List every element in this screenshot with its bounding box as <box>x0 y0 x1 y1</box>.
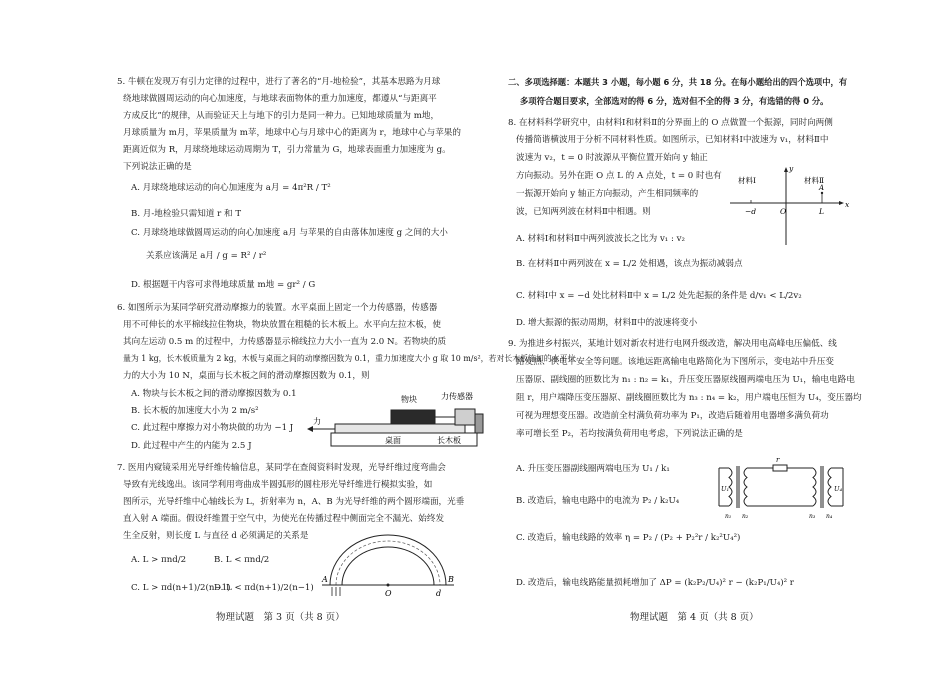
transmission-circuit-figure <box>715 458 847 522</box>
pull-arrowhead <box>307 426 313 432</box>
q6-option-a: A. 物块与长木板之间的滑动摩擦因数为 0.1 <box>131 389 297 399</box>
q5-option-c-line-1: C. 月球绕地球做圆周运动的向心加速度 a月 与苹果的自由落体加速度 g 之间的大小 <box>131 228 448 238</box>
q8-option-c: C. 材料Ⅰ中 x = −d 处比材料Ⅱ中 x = L/2 处先起振的条件是 d/v₁ < L/2v₂ <box>516 291 802 301</box>
table-label: 桌面 <box>385 436 401 445</box>
line-resistor <box>773 465 787 471</box>
n4-label: n₄ <box>826 513 833 520</box>
q5-line-6: 下列说法正确的是 <box>123 162 192 172</box>
center-point <box>387 584 390 587</box>
material-2-label: 材料Ⅱ <box>804 176 825 185</box>
force-sensor <box>455 409 475 425</box>
diameter-label: d <box>436 589 442 598</box>
q7-line-5: 生全反射，则长度 L 与直径 d 必须满足的关系是 <box>123 531 309 541</box>
board-label: 长木板 <box>437 436 461 445</box>
right-page-footer: 物理试题 第 4 页（共 8 页） <box>630 612 759 623</box>
friction-apparatus-figure <box>313 386 485 458</box>
n1-label: n₁ <box>725 513 732 520</box>
q5-line-4: 月球质量为 m月，苹果质量为 m苹，地球中心与月球中心的距离为 r，地球中心与苹果的 <box>123 128 461 138</box>
step-down-secondary-coil <box>828 468 831 506</box>
x-arrowhead <box>839 201 844 205</box>
y-label: y <box>789 164 794 173</box>
q9-line-1: 9. 为推进乡村振兴，某地计划对新农村进行电网升级改造，解决用电高峰电压偏低、线 <box>508 339 837 349</box>
q7-option-a: A. L > πnd/2 <box>131 555 187 565</box>
q9-line-3: 压器原、副线圈的匝数比为 n₁ : n₂ = k₁，升压变压器原线圈两端电压为 U₁，输电电路电 <box>516 375 855 385</box>
r-label: r <box>776 456 780 464</box>
q7-option-c: C. L > πd(n+1)/2(n−1) <box>131 583 231 593</box>
q9-option-c: C. 改造后，输电线路的效率 η = P₂ / (P₂ + P₂²r / k₂²U₄²) <box>516 533 741 543</box>
q8-line-6: 波，已知两列波在材料Ⅱ中相遇。则 <box>516 207 651 217</box>
section-heading-line-1: 二、多项选择题：本题共 3 小题，每小题 6 分，共 18 分。在每小题给出的四个选项中，有 <box>508 77 848 87</box>
q9-line-4: 阻 r，用户端降压变压器原、副线圈匝数比为 n₃ : n₄ = k₂，用户端电压恒为 U₄，变压器均 <box>516 393 862 403</box>
right-page <box>475 0 950 677</box>
center-label: O <box>385 589 392 598</box>
origin-label: O <box>780 207 787 216</box>
q5-line-3: 方成反比”的规律，从而验证天上与地下的引力是同一种力。已知地球质量为 m地， <box>123 111 440 121</box>
q7-option-b: B. L < πnd/2 <box>214 555 270 565</box>
q7-line-1: 7. 医用内窥镜采用光导纤维传输信息，某同学在查阅资料时发现，光导纤维过度弯曲会 <box>117 463 446 473</box>
q5-option-a: A. 月球绕地球运动的向心加速度为 a月 = 4π²R / T² <box>131 183 331 193</box>
q5-line-2: 绕地球做圆周运动的向心加速度，与地球表面物体的重力加速度，都遵从“与距离平 <box>123 94 437 104</box>
n3-label: n₃ <box>809 513 816 520</box>
a-label: A <box>819 184 825 192</box>
q8-option-d: D. 增大振源的振动周期，材料Ⅱ中的波速将变小 <box>516 318 698 328</box>
step-down-primary-coil <box>813 468 816 506</box>
step-up-primary-coil <box>729 468 732 506</box>
point-a <box>821 192 823 194</box>
q7-line-2: 导致有光线逸出。该同学利用弯曲成半圆弧形的圆柱形光导纤维进行模拟实验，如 <box>123 480 433 490</box>
q7-line-4: 直入射 A 端面。假设纤维置于空气中，为使光在传播过程中侧面完全不漏光、始终发 <box>123 514 445 524</box>
q8-option-b: B. 在材料Ⅱ中两列波在 x = L/2 处相遇，该点为振动减弱点 <box>516 259 743 269</box>
q9-option-b: B. 改造后，输电电路中的电流为 P₂ / k₂U₄ <box>516 496 680 506</box>
q6-option-d: D. 此过程中产生的内能为 2.5 J <box>131 441 252 451</box>
optical-fiber-figure <box>322 530 454 600</box>
l-label: L <box>819 207 824 216</box>
q6-option-c: C. 此过程中摩擦力对小物块做的功为 −1 J <box>131 423 294 433</box>
wave-axes-figure <box>730 163 850 247</box>
q5-option-b: B. 月-地检验只需知道 r 和 T <box>131 209 242 219</box>
q6-line-3: 其向左运动 0.5 m 的过程中，力传感器显示棉线拉力大小一直为 2.0 N。若物块的质 <box>123 337 447 347</box>
step-up-secondary-coil <box>744 468 747 506</box>
end-b-label: B <box>448 575 454 584</box>
u1-label: U₁ <box>721 485 730 493</box>
q8-line-5: 一振源开始向 y 轴正方向振动，产生相同频率的 <box>516 189 699 199</box>
q7-line-3: 图所示，光导纤维中心轴线长为 L，折射率为 n，A、B 为光导纤维的两个圆形端面，光垂 <box>123 497 465 507</box>
sensor-label: 力传感器 <box>441 392 473 401</box>
q9-option-a: A. 升压变压器副线圈两端电压为 U₁ / k₁ <box>516 464 670 474</box>
q5-line-1: 5. 牛顿在发现万有引力定律的过程中，进行了著名的“月-地检验”，其基本思路为月球 <box>117 77 441 87</box>
neg-d-label: −d <box>745 207 757 216</box>
q8-option-a: A. 材料Ⅰ和材料Ⅱ中两列波波长之比为 v₁ : v₂ <box>516 234 685 244</box>
q8-line-1: 8. 在材料科学研究中，由材料Ⅰ和材料Ⅱ的分界面上的 O 点做置一个振源，同时向两侧 <box>508 118 833 128</box>
section-heading-line-2: 多项符合题目要求，全部选对的得 6 分，选对但不全的得 3 分，有选错的得 0 分。 <box>520 96 829 106</box>
q7-option-d: D. L < πd(n+1)/2(n−1) <box>214 583 314 593</box>
block-label: 物块 <box>401 395 417 404</box>
u4-label: U₄ <box>834 485 843 493</box>
q6-line-2: 用不可伸长的水平棉线拉住物块，物块放置在粗糙的长木板上。水平向左拉木板，使 <box>123 320 441 330</box>
material-1-label: 材料Ⅰ <box>738 176 756 185</box>
q9-line-2: 路发热、供电不安全等问题。该地远距离输电电路简化为下图所示，变电站中升压变 <box>516 357 834 367</box>
n2-label: n₂ <box>742 513 749 520</box>
q8-line-3: 波速为 v₂，t = 0 时波源从平衡位置开始向 y 轴正 <box>516 153 708 163</box>
q9-line-5: 可视为理想变压器。改造前全村满负荷功率为 P₁，改造后随着用电器增多满负荷功 <box>516 411 829 421</box>
force-label: 力 <box>313 417 321 426</box>
q5-option-d: D. 根据题干内容可求得地球质量 m地 = gr² / G <box>131 280 316 290</box>
end-a-label: A <box>322 575 328 584</box>
q5-line-5: 距离近似为 R，月球绕地球运动周期为 T，引力常量为 G，地球表面重力加速度为 g。 <box>123 145 451 155</box>
q6-line-1: 6. 如图所示为某同学研究滑动摩擦力的装置。水平桌面上固定一个力传感器，传感器 <box>117 303 438 313</box>
q6-option-b: B. 长木板的加速度大小为 2 m/s² <box>131 406 259 416</box>
q8-line-4: 方向振动。另外在距 O 点 L 的 A 点处，t = 0 时也有 <box>516 171 722 181</box>
fiber-inner-arc <box>342 547 434 585</box>
y-arrowhead <box>784 167 788 172</box>
block <box>391 410 435 424</box>
fiber-outer-arc <box>330 535 446 585</box>
x-label: x <box>845 200 850 209</box>
q8-line-2: 传播简谐横波用于分析不同材料性质。如图所示，已知材料Ⅰ中波速为 v₁，材料Ⅱ中 <box>516 135 829 145</box>
q5-option-c-line-2: 关系应该满足 a月 / g = R² / r² <box>146 251 267 261</box>
q9-option-d: D. 改造后，输电线路能量损耗增加了 ΔP = (k₂P₂/U₄)² r − (k₂P₁/U₄)² r <box>516 578 794 588</box>
left-page-footer: 物理试题 第 3 页（共 8 页） <box>216 612 345 623</box>
fiber-axis <box>336 541 440 585</box>
q6-line-4: 量为 1 kg，长木板质量为 2 kg，木板与桌面之间的动摩擦因数为 0.1，重力加速度大小 g 取 10 m/s²，若对长木板施加的水平拉 <box>123 354 576 363</box>
long-board <box>335 424 465 433</box>
q9-line-6: 率可增长至 P₂，若均按满负荷用电考虑，下列说法正确的是 <box>516 429 743 439</box>
q6-line-5: 力的大小为 10 N，桌面与长木板之间的滑动摩擦因数为 0.1，则 <box>123 371 370 381</box>
